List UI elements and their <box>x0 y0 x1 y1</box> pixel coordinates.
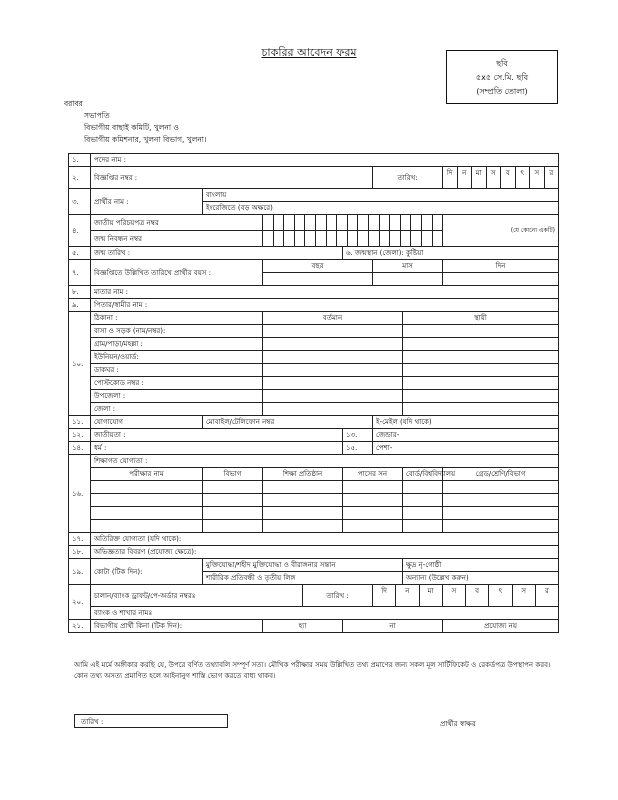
field-label: বিজ্ঞপ্তির নম্বর : <box>94 173 138 182</box>
edu-cell[interactable] <box>263 507 343 520</box>
row-mother <box>69 286 559 299</box>
row-bank <box>69 607 559 620</box>
permanent-field[interactable] <box>403 390 559 403</box>
departmental-na[interactable]: প্রযোজ্য নয় <box>443 620 559 633</box>
nid-note: (যে কোনো একটি) <box>443 215 559 247</box>
row-num: ২০. <box>69 585 91 620</box>
field-label: চালান/ব্যাংক ড্রাফট/পে-অর্ডার নম্বরঃ <box>94 591 196 600</box>
photo-note: (সম্প্রতি তোলা) <box>476 87 528 96</box>
date-box[interactable]: র <box>544 167 559 188</box>
father-name-field[interactable] <box>91 299 559 312</box>
date-box[interactable]: স <box>529 167 544 188</box>
field-label: ইংরেজিতে (বড় অক্ষরে) <box>206 204 273 212</box>
education-row <box>69 520 559 533</box>
edu-cell[interactable] <box>203 507 263 520</box>
row-num: ৫. <box>69 247 91 260</box>
col-board: বোর্ড/বিশ্ববিদ্যালয় <box>403 468 443 481</box>
edu-cell[interactable] <box>443 494 559 507</box>
edu-cell[interactable] <box>263 481 343 494</box>
application-form-table <box>68 153 559 633</box>
religion-field[interactable] <box>91 442 343 455</box>
present-address-header: বর্তমান <box>263 312 403 325</box>
row-num: ১৪. <box>69 442 91 455</box>
date-box[interactable]: স <box>442 585 465 606</box>
departmental-yes[interactable]: হ্যা <box>263 620 343 633</box>
row-num: ৩. <box>69 189 91 215</box>
row-extra-qualification <box>69 533 559 546</box>
birth-date-field[interactable] <box>91 247 343 260</box>
address-field-label: ডাকঘর : <box>91 364 263 377</box>
quota-freedom-fighter[interactable]: মুক্তিযোদ্ধা/শহীদ মুক্তিযোদ্ধা ও বীরাঙ্গনার সন্তান <box>203 559 403 572</box>
occupation-field[interactable] <box>373 442 559 455</box>
date-box[interactable]: মা <box>471 167 486 188</box>
education-row <box>69 494 559 507</box>
edu-cell[interactable] <box>343 481 403 494</box>
education-header <box>69 468 559 481</box>
address-field-label: গ্রাম/পাড়া/মহল্লা : <box>91 338 263 351</box>
row-address-header <box>69 312 559 325</box>
quota-label: কোটা (টিক দিন): <box>91 559 203 585</box>
row-experience <box>69 546 559 559</box>
departmental-label: বিভাগীয় প্রার্থী কিনা (টিক দিন): <box>91 620 263 633</box>
col-grade: গ্রেড/শ্রেণি/বিভাগ <box>443 468 559 481</box>
field-label: জন্ম তারিখ : <box>94 249 131 257</box>
edu-cell[interactable] <box>403 507 443 520</box>
birthreg-label: জন্ম নিবন্ধন নম্বর <box>91 231 263 247</box>
edu-cell[interactable] <box>443 507 559 520</box>
permanent-field[interactable] <box>403 403 559 416</box>
edu-cell[interactable] <box>443 520 559 533</box>
field-label: পিতার/স্বামীর নাম : <box>94 301 148 309</box>
experience-field[interactable] <box>91 546 559 559</box>
notice-date-label: তারিখ: <box>373 167 443 189</box>
row-religion <box>69 442 559 455</box>
address-line-3: বিভাগীয় কমিশনার, খুলনা বিভাগ, খুলনা। <box>84 135 207 144</box>
row-education-title <box>69 455 559 468</box>
age-month-field[interactable] <box>373 273 443 286</box>
row-contact <box>69 416 559 429</box>
sign-date-field[interactable] <box>74 714 228 728</box>
field-label: ব্যাংক ও শাখার নামঃ <box>94 609 153 617</box>
row-nationality <box>69 429 559 442</box>
row-quota-1 <box>69 559 559 572</box>
bank-field[interactable] <box>91 607 559 620</box>
permanent-field[interactable] <box>403 351 559 364</box>
edu-cell[interactable] <box>91 494 203 507</box>
edu-cell[interactable] <box>203 520 263 533</box>
field-label: পেশা- <box>376 444 393 452</box>
date-box[interactable]: ব <box>500 167 515 188</box>
permanent-field[interactable] <box>403 377 559 390</box>
field-label: জেন্ডার- <box>376 431 400 439</box>
date-box[interactable]: স <box>486 167 501 188</box>
field-label: জাতীয়তা : <box>94 431 126 439</box>
row-notice <box>69 167 559 189</box>
row-num: ১. <box>69 154 91 167</box>
field-label: পদের নাম : <box>94 156 126 164</box>
row-post <box>69 154 559 167</box>
row-father <box>69 299 559 312</box>
address-field-label: পোস্টকোড নম্বর : <box>91 377 263 390</box>
address-field-label: উপজেলা : <box>91 390 263 403</box>
address-row <box>69 364 559 377</box>
departmental-no[interactable]: না <box>343 620 443 633</box>
row-num: ১০. <box>69 312 91 416</box>
present-field[interactable] <box>263 338 403 351</box>
address-row <box>69 390 559 403</box>
present-field[interactable] <box>263 364 403 377</box>
birthplace-field[interactable]: ৬. জন্মস্থান (জেলা): কুষ্টিয়া <box>343 247 559 260</box>
nid-label: জাতীয় পরিচয়পত্র নম্বর <box>91 215 263 231</box>
address-header: ঠিকানা : <box>91 312 263 325</box>
col-division: বিভাগ <box>203 468 263 481</box>
age-day-label: দিন <box>443 260 559 273</box>
edu-cell[interactable] <box>343 520 403 533</box>
photo-label: ছবি <box>496 59 508 68</box>
edu-cell[interactable] <box>343 507 403 520</box>
quota-other[interactable]: অন্যান্য (উল্লেখ করুন) <box>403 572 559 585</box>
row-num: ৪. <box>69 215 91 247</box>
row-num: ১৬. <box>69 455 91 533</box>
education-label: শিক্ষাগত যোগ্যতা : <box>91 455 559 468</box>
date-box[interactable]: ৎ <box>515 167 530 188</box>
nationality-field[interactable] <box>91 429 343 442</box>
col-exam: পরীক্ষার নাম <box>91 468 203 481</box>
edu-cell[interactable] <box>403 494 443 507</box>
edu-cell[interactable] <box>91 481 203 494</box>
date-box[interactable]: দি <box>381 587 387 595</box>
age-month-label: মাস <box>373 260 443 273</box>
form-title: চাকরির আবেদন ফরম <box>261 46 357 59</box>
edu-cell[interactable] <box>203 494 263 507</box>
present-field[interactable] <box>263 403 403 416</box>
challan-date-boxes[interactable] <box>373 585 559 607</box>
date-box[interactable]: ৎ <box>488 585 511 606</box>
row-num: ১৩. <box>343 429 373 442</box>
birthreg-boxes[interactable] <box>263 231 443 247</box>
date-box[interactable]: স <box>512 585 535 606</box>
edu-cell[interactable] <box>91 520 203 533</box>
photo-size: ৫x৫ সে.মি. ছবি <box>475 73 529 82</box>
edu-cell[interactable] <box>263 520 343 533</box>
present-field[interactable] <box>263 325 403 338</box>
edu-cell[interactable] <box>403 481 443 494</box>
notice-date-boxes[interactable] <box>443 167 559 189</box>
mother-name-field[interactable] <box>91 286 559 299</box>
edu-cell[interactable] <box>343 494 403 507</box>
row-num: ৯. <box>69 299 91 312</box>
address-row <box>69 325 559 338</box>
education-row <box>69 481 559 494</box>
contact-label: যোগাযোগ <box>91 416 203 429</box>
address-row <box>69 377 559 390</box>
row-num: ১২. <box>69 429 91 442</box>
row-num: ১১. <box>69 416 91 429</box>
field-label: মোবাইল/টেলিফোন নম্বর <box>206 418 275 426</box>
field-label: ই-মেইল (যদি থাকে) <box>376 418 432 426</box>
field-label: বাংলায় <box>206 191 227 199</box>
row-birth <box>69 247 559 260</box>
field-label: অভিজ্ঞতার বিবরণ (প্রযোজ্য ক্ষেত্রে): <box>94 548 197 556</box>
extra-qualification-field[interactable] <box>91 533 559 546</box>
row-num: ১৯. <box>69 559 91 585</box>
address-row <box>69 338 559 351</box>
field-label: অতিরিক্ত যোগ্যতা (যদি থাকে): <box>94 535 182 543</box>
photo-box[interactable] <box>446 50 558 104</box>
row-num: ৭. <box>69 260 91 286</box>
field-label: ধর্ম : <box>94 444 107 452</box>
age-year-field[interactable] <box>263 273 373 286</box>
row-num: ১৭. <box>69 533 91 546</box>
notice-number-field[interactable] <box>91 167 373 189</box>
address-field-label: ইউনিয়ন/ওয়ার্ড: <box>91 351 263 364</box>
age-label: বিজ্ঞপ্তিতে উল্লিখিত তারিখে প্রার্থীর বয়স : <box>91 260 263 286</box>
quota-disabled[interactable]: শারীরিক প্রতিবন্ধী ও তৃতীয় লিঙ্গ <box>203 572 403 585</box>
row-num: ১৮. <box>69 546 91 559</box>
name-english-field[interactable] <box>203 202 559 215</box>
name-bangla-field[interactable] <box>203 189 559 202</box>
date-box[interactable]: ন <box>395 585 418 606</box>
address-field-label: জেলা : <box>91 403 263 416</box>
present-field[interactable] <box>263 377 403 390</box>
permanent-address-header: স্থায়ী <box>403 312 559 325</box>
education-row <box>69 507 559 520</box>
signature-label: প্রার্থীর স্বাক্ষর <box>440 720 476 728</box>
challan-number-field[interactable] <box>91 585 303 607</box>
age-year-label: বছর <box>263 260 373 273</box>
edu-cell[interactable] <box>263 494 343 507</box>
present-field[interactable] <box>263 351 403 364</box>
row-num: ২১. <box>69 620 91 633</box>
present-field[interactable] <box>263 390 403 403</box>
col-institution: শিক্ষা প্রতিষ্ঠান <box>263 468 343 481</box>
address-row <box>69 403 559 416</box>
age-day-field[interactable] <box>443 273 559 286</box>
permanent-field[interactable] <box>403 325 559 338</box>
date-box[interactable]: ব <box>465 585 488 606</box>
row-applicant-bangla <box>69 189 559 202</box>
gender-field[interactable] <box>373 429 559 442</box>
date-box[interactable]: দি <box>446 169 453 177</box>
permanent-field[interactable] <box>403 338 559 351</box>
col-year: পাসের সন <box>343 468 403 481</box>
date-box[interactable]: ন <box>457 167 472 188</box>
address-line-1: সভাপতি <box>84 111 110 120</box>
challan-date-label: তারিখ : <box>303 585 373 607</box>
edu-cell[interactable] <box>91 507 203 520</box>
row-nid <box>69 215 559 231</box>
address-line-2: বিভাগীয় বাছাই কমিটি, খুলনা ও <box>84 123 179 132</box>
edu-cell[interactable] <box>403 520 443 533</box>
permanent-field[interactable] <box>403 364 559 377</box>
mobile-field[interactable] <box>203 416 373 429</box>
edu-cell[interactable] <box>203 481 263 494</box>
row-age-header <box>69 260 559 273</box>
address-field-label: বাসা ও সড়ক (নাম/নম্বর): <box>91 325 263 338</box>
row-departmental <box>69 620 559 633</box>
nid-boxes[interactable] <box>263 215 443 231</box>
declaration-text: আমি এই মর্মে অঙ্গীকার করছি যে, উপরে বর্ণিত তথ্যাবলি সম্পূর্ণ সত্য। মৌখিক পরীক্ষার সময় উল্লিখিত তথ্য প্রমাণের জন্য সকল মূল সার্টিফিকেট ও রেকর্ডপত্র উপস্থাপন করব। কোন তথ্য অসত্য প্রমাণিত হলে আইনানুগ শাস্তি ভোগ করতে বাধ্য থাকব। <box>74 661 551 680</box>
row-num: ১৫. <box>343 442 373 455</box>
address-row <box>69 351 559 364</box>
row-num: ৮. <box>69 286 91 299</box>
email-field[interactable] <box>373 416 559 429</box>
row-num: ২. <box>69 167 91 189</box>
field-label: মাতার নাম : <box>94 288 128 296</box>
date-box[interactable]: র <box>535 585 558 606</box>
edu-cell[interactable] <box>443 481 559 494</box>
row-challan <box>69 585 559 607</box>
quota-ethnic[interactable]: ক্ষুদ্র নৃ-গোষ্ঠী <box>403 559 559 572</box>
post-name-field[interactable] <box>91 154 559 167</box>
sign-date-label: তারিখ : <box>81 718 104 726</box>
date-box[interactable]: মা <box>419 585 442 606</box>
address-to: বরাবর <box>64 99 83 108</box>
applicant-name-label: প্রার্থীর নাম : <box>91 189 203 215</box>
